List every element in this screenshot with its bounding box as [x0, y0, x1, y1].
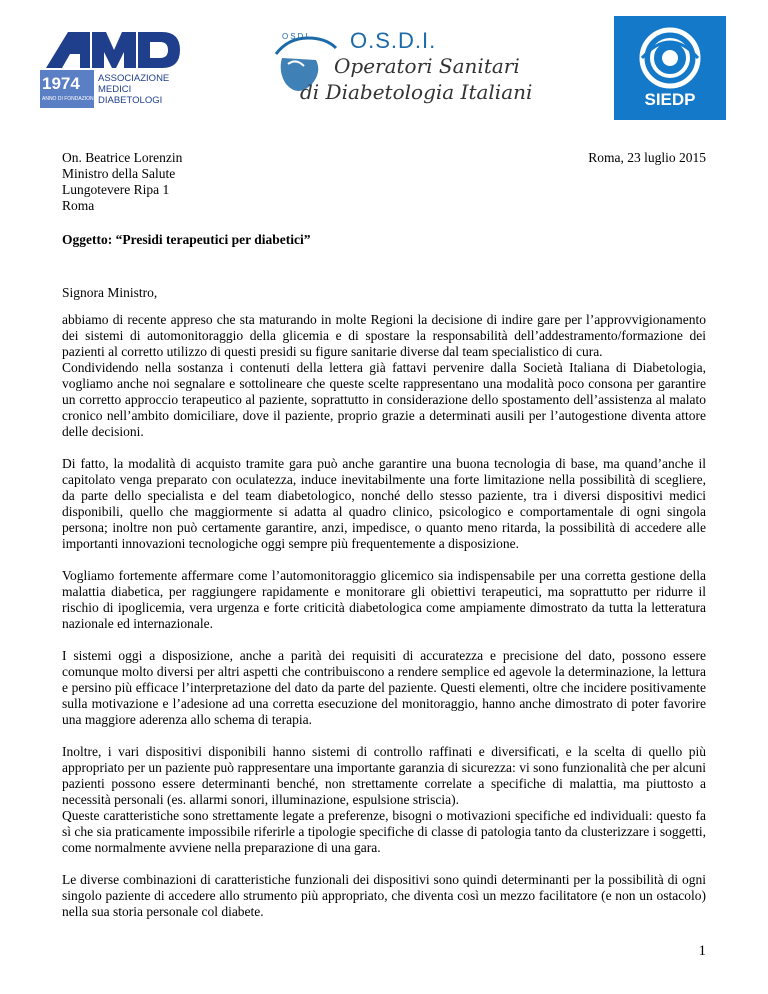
- letterhead: [0, 0, 768, 125]
- recipient-role: Ministro della Salute: [62, 166, 176, 181]
- osdi-line2: di Diabetologia Italiani: [300, 80, 533, 104]
- osdi-title: O.S.D.I.: [350, 28, 437, 53]
- page-number: 1: [698, 943, 706, 959]
- osdi-line1: Operatori Sanitari: [334, 54, 520, 78]
- amd-diabetologi: DIABETOLOGI: [98, 95, 163, 106]
- osdi-badge-text: OSDI: [282, 32, 310, 41]
- amd-year-caption: ANNO DI FONDAZIONE: [42, 96, 98, 102]
- paragraph: Queste caratteristiche sono strettamente legate a preferenze, bisogni o motivazioni specifiche ed individuali: questo fa sì che sia praticamente impossibile riferirle a tipologie specifiche di classe di patologia tanto da clusterizzare i soggetti, come normalmente avviene nella preparazione di una gara.: [62, 808, 706, 855]
- recipient-name: On. Beatrice Lorenzin: [62, 150, 183, 165]
- amd-year: 1974: [42, 74, 80, 93]
- siedp-label: SIEDP: [644, 90, 696, 109]
- paragraph: Le diverse combinazioni di caratteristiche funzionali dei dispositivi sono quindi determinanti per la possibilità di ogni singolo paziente di accedere allo strumento più appropriato, che diventa così un mezzo facilitatore (e non un ostacolo) nella sua storia personale col diabete.: [62, 872, 706, 919]
- paragraph: Vogliamo fortemente affermare come l’automonitoraggio glicemico sia indispensabile per una corretta gestione della malattia diabetica, per raggiungere rapidamente e monitorare gli obiettivi terapeutici, ma soprattutto per ridurre il rischio di ipoglicemia, vera urgenza e forte criticità diabetologica come ampiamente dimostrato da tutta la letteratura nazionale ed internazionale.: [62, 568, 706, 631]
- paragraph: abbiamo di recente appreso che sta maturando in molte Regioni la decisione di indire gare per l’approvvigionamento dei sistemi di automonitoraggio della glicemia e di spostare la responsabilità dell’addestramento/formazione dei pazienti al corretto utilizzo di questi presidi su figure sanitarie diverse dal team specialistico di cura.: [62, 312, 706, 359]
- paragraph: I sistemi oggi a disposizione, anche a parità dei requisiti di accuratezza e precisione del dato, possono essere comunque molto diversi per altri aspetti che contribuiscono a rendere semplice ed agevole la determinazione, la lettura e persino più efficace l’interpretazione del dato da parte del paziente. Questi elementi, oltre che incidere positivamente sulla motivazione e l’adesione ad una corretta esecuzione del monitoraggio, hanno anche dimostrato di poter favorire una maggiore aderenza allo schema di terapia.: [62, 648, 706, 727]
- letter-body: [62, 312, 706, 936]
- letter-date: Roma, 23 luglio 2015: [588, 150, 706, 165]
- letter-salutation: Signora Ministro,: [62, 285, 158, 300]
- recipient-street: Lungotevere Ripa 1: [62, 182, 170, 197]
- paragraph: Condividendo nella sostanza i contenuti della lettera già fattavi pervenire dalla Società Italiana di Diabetologia, vogliamo anche noi segnalare e sottolineare che queste scelte rappresentano una modalità poco consona per garantire un corretto approccio terapeutico al paziente, soprattutto in considerazione dello spostamento dell’assistenza al malato cronico nell’ambito domiciliare, dove il paziente, proprio grazie a determinati ausili per l’autogestione diventa attore delle decisioni.: [62, 360, 706, 439]
- amd-logo: [40, 28, 182, 110]
- recipient-address: [62, 150, 182, 214]
- paragraph: Inoltre, i vari dispositivi disponibili hanno sistemi di controllo raffinati e diversificati, e la scelta di quello più appropriato per un paziente può rappresentare una importante garanzia di sicurezza: vi sono funzionalità che per alcuni pazienti possono essere determinanti benché, non strettamente correlate a specifiche di malattia, ma piuttosto a necessità personali (es. allarmi sonori, illuminazione, espulsione striscia).: [62, 744, 706, 807]
- recipient-city: Roma: [62, 198, 95, 213]
- amd-association: ASSOCIAZIONE: [98, 73, 170, 84]
- letter-subject: Oggetto: “Presidi terapeutici per diabetici”: [62, 232, 311, 247]
- siedp-logo: [614, 16, 726, 120]
- paragraph: Di fatto, la modalità di acquisto tramite gara può anche garantire una buona tecnologia di base, ma quand’anche il capitolato venga preparato con oculatezza, induce inevitabilmente una forte limitazione nella possibilità di scegliere, da parte dello specialista e del team diabetologico, nonché dello stesso paziente, tra i diversi dispositivi medici disponibili, quello che maggiormente si adatta al quadro clinico, psicologico e comportamentale di ogni singola persona; inoltre non può certamente garantire, anzi, impedisce, o quanto meno ritarda, la possibilità di accedere alle importanti innovazioni tecnologiche oggi sempre più frequentemente a disposizione.: [62, 456, 706, 551]
- amd-medici: MEDICI: [98, 84, 132, 95]
